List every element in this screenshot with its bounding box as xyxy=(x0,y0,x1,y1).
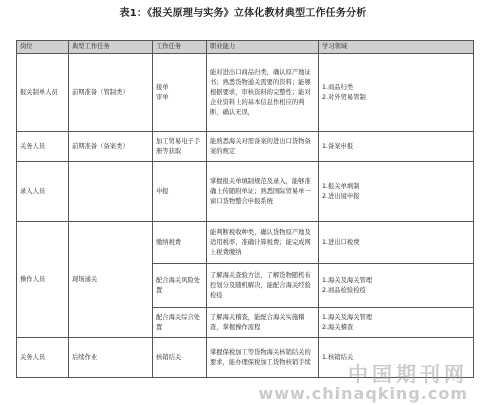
header-ability: 职业能力 xyxy=(207,41,319,54)
cell-ability: 了解海关查验方法，了解货物随机布控划分及随机解决，能配合海关经验检疫 xyxy=(207,264,319,308)
domain-item: 2.商品检验检疫 xyxy=(322,286,366,294)
domain-item: 2.对外贸易管制 xyxy=(322,93,366,101)
task-item: 配合海关综合处置 xyxy=(156,313,201,331)
header-typical-task: 典型工作任务 xyxy=(69,41,153,54)
task-item: 缴纳税费 xyxy=(156,238,182,246)
header-position: 岗位 xyxy=(17,41,69,54)
cell-domain xyxy=(319,264,474,308)
cell-task xyxy=(153,338,207,378)
cell-domain xyxy=(319,162,474,222)
domain-item: 1.核销结关 xyxy=(322,353,354,361)
cell-domain xyxy=(319,338,474,378)
cell-typical-task: 前期准备（管制类） xyxy=(69,54,153,132)
cell-task xyxy=(153,222,207,264)
task-item: 申报 xyxy=(156,187,169,195)
cell-domain xyxy=(319,308,474,338)
table-title: 表1：《报关原理与实务》立体化教材典型工作任务分析 xyxy=(119,8,367,19)
task-analysis-table xyxy=(16,40,474,378)
task-item: 配合海关风险处置 xyxy=(156,276,201,294)
cell-domain xyxy=(319,54,474,132)
cell-ability: 掌握保税加工等货物海关核销结关的要求，能办理保税加工货物核销手续 xyxy=(207,338,319,378)
table-row xyxy=(17,132,474,162)
domain-item: 1.商品归类 xyxy=(322,83,354,91)
cell-domain xyxy=(319,222,474,264)
cell-task xyxy=(153,162,207,222)
header-row xyxy=(17,41,474,54)
cell-position: 关务人员 xyxy=(17,132,69,162)
cell-ability: 能熟悉海关对需备案的进出口货物备案的规定 xyxy=(207,132,319,162)
cell-typical-task: 前期准备（备案类） xyxy=(69,132,153,162)
cell-domain xyxy=(319,132,474,162)
header-task: 工作任务 xyxy=(153,41,207,54)
table-row xyxy=(17,162,474,222)
cell-typical-task: 后续作业 xyxy=(69,338,153,378)
cell-ability: 能判断税收种类，确认货物原产地及适用税率，准确计算税费；能完成网上税费缴纳 xyxy=(207,222,319,264)
cell-position: 关务人员 xyxy=(17,338,69,378)
cell-ability: 掌握报关单填制规范及录入，能够准确上传随附单证；熟悉国际贸易单一窗口货物整合申报系统 xyxy=(207,162,319,222)
cell-task xyxy=(153,54,207,132)
task-item: 接单 xyxy=(156,83,169,91)
domain-item: 2.进出境申报 xyxy=(322,192,360,200)
table-row xyxy=(17,222,474,264)
domain-item: 1.海关及海关管理 xyxy=(322,313,373,321)
domain-item: 1.进出口税费 xyxy=(322,238,360,246)
watermark-cn: 中国期刊网 xyxy=(348,362,468,386)
cell-ability: 能对进出口商品归类，确认原产地证书；熟悉货物通关需要的资料；能够根据要求，审核资料的完整性；能对企业资料上的基本信息作相应的判断，确认无误， xyxy=(207,54,319,132)
cell-ability: 了解海关稽查，能配合海关实施稽查，掌握操作流程 xyxy=(207,308,319,338)
cell-task xyxy=(153,264,207,308)
table-row xyxy=(17,338,474,378)
watermark-en: www.chinaqking.com xyxy=(258,384,468,403)
cell-position: 操作人员 xyxy=(17,222,69,338)
cell-task xyxy=(153,308,207,338)
cell-typical-task: 现场通关 xyxy=(69,222,153,338)
cell-position: 录入人员 xyxy=(17,162,69,222)
domain-item: 1.备案申报 xyxy=(322,142,354,150)
cell-task xyxy=(153,132,207,162)
cell-typical-task xyxy=(69,162,153,222)
task-item: 加工贸易电子手册等获取 xyxy=(156,137,201,155)
header-domain: 学习领域 xyxy=(319,41,474,54)
domain-item: 1.报关单填制 xyxy=(322,182,360,190)
task-item: 审单 xyxy=(156,93,169,101)
task-item: 核销结关 xyxy=(156,353,182,361)
cell-position: 报关制单人员 xyxy=(17,54,69,132)
domain-item: 2.海关稽查 xyxy=(322,323,354,331)
domain-item: 1.海关及海关管理 xyxy=(322,276,373,284)
table-row xyxy=(17,54,474,132)
